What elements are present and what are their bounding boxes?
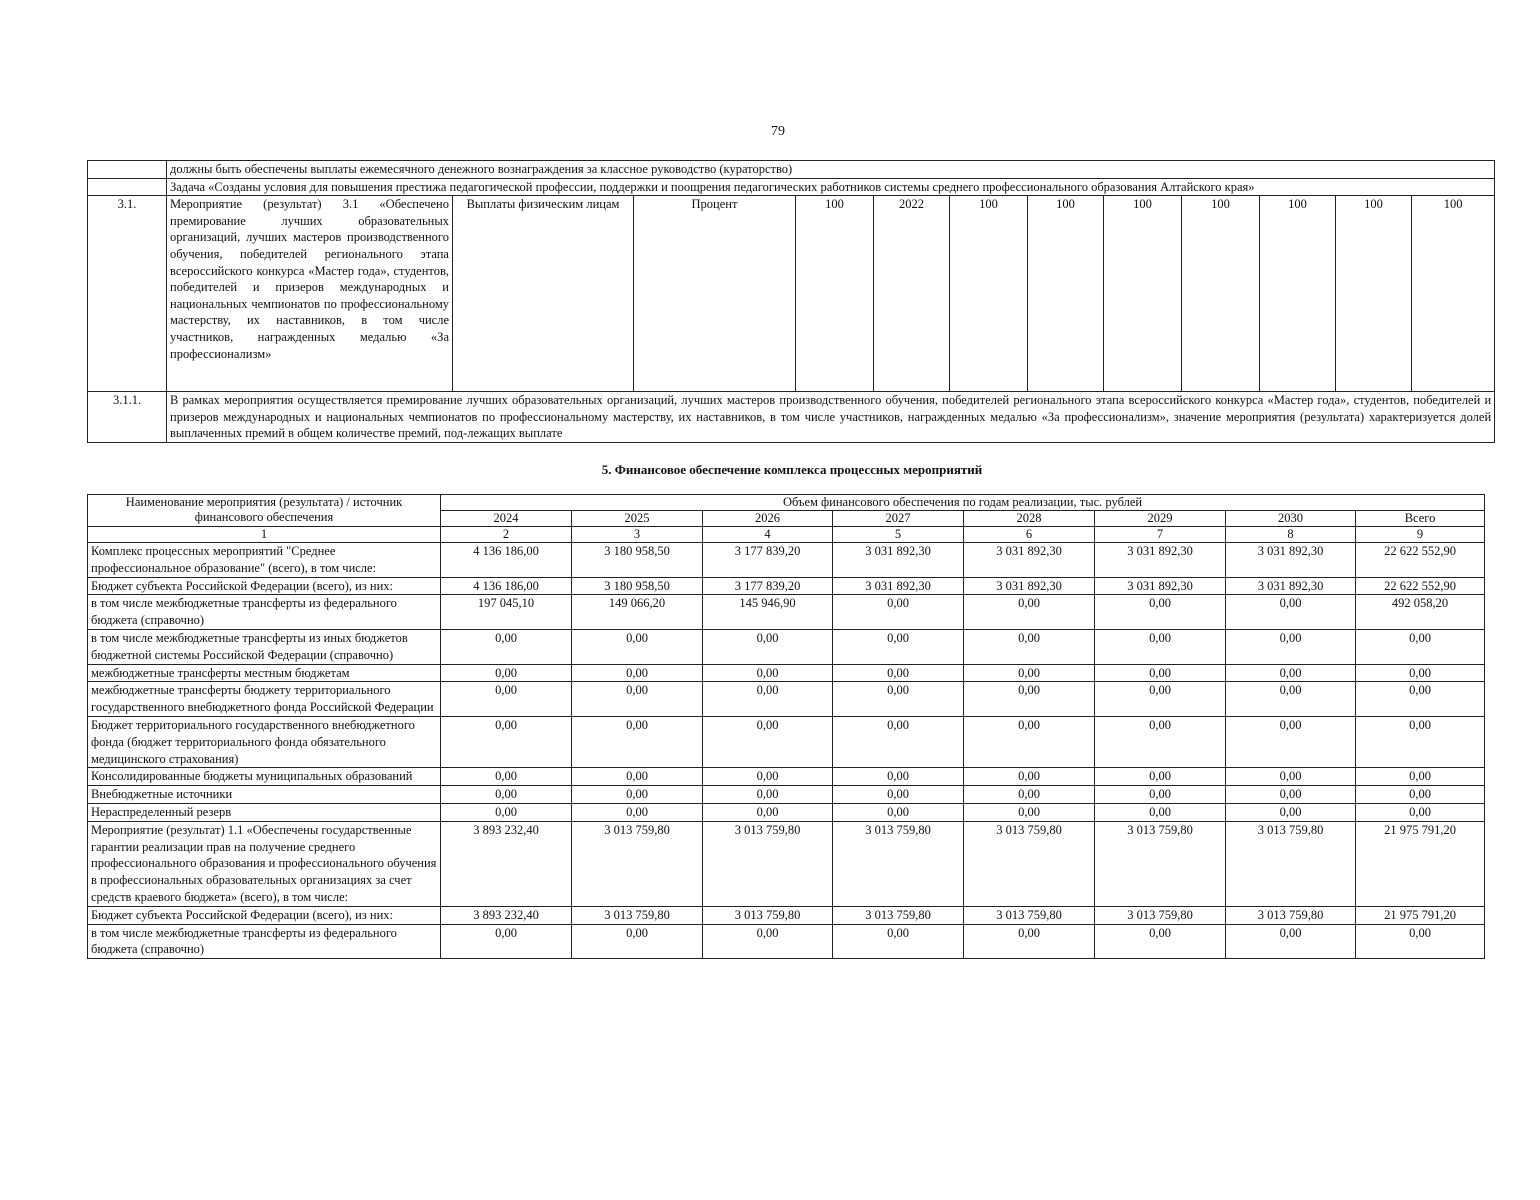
row-value: 0,00	[1095, 803, 1226, 821]
table-cell	[88, 161, 167, 179]
row-value: 0,00	[1095, 924, 1226, 959]
row-value: 0,00	[833, 786, 964, 804]
activity-type: Выплаты физическим лицам	[453, 196, 634, 392]
row-value: 0,00	[1226, 924, 1356, 959]
description-number: 3.1.1.	[88, 392, 167, 443]
row-value: 0,00	[1226, 803, 1356, 821]
row-value: 0,00	[703, 768, 833, 786]
row-value: 0,00	[1095, 768, 1226, 786]
year-header: 2028	[964, 511, 1095, 527]
row-value: 0,00	[1226, 629, 1356, 664]
row-label: в том числе межбюджетные трансферты из федерального бюджета (справочно)	[88, 924, 441, 959]
year-header: 2027	[833, 511, 964, 527]
row-value: 0,00	[1226, 768, 1356, 786]
row-label: Мероприятие (результат) 1.1 «Обеспечены государственные гарантии реализации прав на получение среднего профессионального образования и профессионального обучения в профессиональных образовательных организациях за счет средств краевого бюджета» (всего), в том числе:	[88, 821, 441, 906]
row-value: 3 031 892,30	[1226, 577, 1356, 595]
row-value: 0,00	[441, 786, 572, 804]
row-value: 0,00	[1095, 595, 1226, 630]
table-row	[88, 768, 1485, 786]
row-total: 22 622 552,90	[1356, 543, 1485, 578]
table-row	[88, 577, 1485, 595]
row-label: Комплекс процессных мероприятий "Среднее профессиональное образование" (всего), в том числе:	[88, 543, 441, 578]
row-value: 3 013 759,80	[1226, 906, 1356, 924]
year-header: 2030	[1226, 511, 1356, 527]
row-value: 0,00	[441, 629, 572, 664]
row-value: 0,00	[833, 664, 964, 682]
row-value: 4 136 186,00	[441, 577, 572, 595]
table-row	[88, 392, 1495, 443]
year-header: 2026	[703, 511, 833, 527]
row-label: Консолидированные бюджеты муниципальных образований	[88, 768, 441, 786]
row-value: 0,00	[703, 664, 833, 682]
column-number: 1	[88, 527, 441, 543]
activity-value: 100	[1260, 196, 1336, 392]
row-value: 0,00	[1226, 664, 1356, 682]
row-value: 0,00	[572, 786, 703, 804]
row-value: 3 013 759,80	[703, 906, 833, 924]
row-value: 0,00	[703, 924, 833, 959]
table-row	[88, 682, 1485, 717]
activity-number: 3.1.	[88, 196, 167, 392]
row-total: 0,00	[1356, 803, 1485, 821]
row-total: 0,00	[1356, 716, 1485, 767]
row-value: 3 013 759,80	[964, 821, 1095, 906]
activity-unit: Процент	[634, 196, 796, 392]
year-header: 2024	[441, 511, 572, 527]
row-value: 0,00	[572, 768, 703, 786]
activity-value: 100	[1104, 196, 1182, 392]
row-value: 3 013 759,80	[833, 821, 964, 906]
page-number: 79	[771, 124, 785, 139]
row-label: Нераспределенный резерв	[88, 803, 441, 821]
table-row	[88, 821, 1485, 906]
column-number: 5	[833, 527, 964, 543]
row-value: 0,00	[964, 595, 1095, 630]
activity-value: 100	[1336, 196, 1412, 392]
row-value: 3 031 892,30	[1226, 543, 1356, 578]
activity-base-value: 100	[796, 196, 874, 392]
column-number: 8	[1226, 527, 1356, 543]
row-total: 0,00	[1356, 664, 1485, 682]
financing-table-body	[88, 543, 1485, 959]
table-cell	[88, 178, 167, 196]
table-row	[88, 716, 1485, 767]
row-label: в том числе межбюджетные трансферты из иных бюджетов бюджетной системы Российской Федерации (справочно)	[88, 629, 441, 664]
row-label: Внебюджетные источники	[88, 786, 441, 804]
table-row	[88, 196, 1495, 392]
row-value: 0,00	[1095, 629, 1226, 664]
row-value: 0,00	[703, 629, 833, 664]
row-value: 3 013 759,80	[964, 906, 1095, 924]
table-row	[88, 906, 1485, 924]
row-value: 3 031 892,30	[1095, 543, 1226, 578]
row-value: 0,00	[964, 629, 1095, 664]
row-value: 0,00	[703, 716, 833, 767]
section-title: 5. Финансовое обеспечение комплекса процессных мероприятий	[601, 462, 983, 477]
activity-value: 100	[1182, 196, 1260, 392]
column-number: 2	[441, 527, 572, 543]
row-value: 0,00	[441, 924, 572, 959]
activity-base-year: 2022	[874, 196, 950, 392]
row-label: межбюджетные трансферты бюджету территориального государственного внебюджетного фонда Российской Федерации	[88, 682, 441, 717]
row-total: 492 058,20	[1356, 595, 1485, 630]
row-value: 3 180 958,50	[572, 543, 703, 578]
row-total: 22 622 552,90	[1356, 577, 1485, 595]
row-label: Бюджет субъекта Российской Федерации (всего), из них:	[88, 906, 441, 924]
row-value: 0,00	[703, 803, 833, 821]
row-value: 3 893 232,40	[441, 821, 572, 906]
row-value: 0,00	[833, 768, 964, 786]
row-value: 3 013 759,80	[572, 906, 703, 924]
row-label: Бюджет субъекта Российской Федерации (всего), из них:	[88, 577, 441, 595]
column-number: 7	[1095, 527, 1226, 543]
row-value: 3 177 839,20	[703, 577, 833, 595]
financing-table	[87, 494, 1485, 959]
row-value: 4 136 186,00	[441, 543, 572, 578]
row-value: 0,00	[441, 803, 572, 821]
header-volume: Объем финансового обеспечения по годам реализации, тыс. рублей	[441, 495, 1485, 511]
table-row	[88, 786, 1485, 804]
table-row	[88, 161, 1495, 179]
column-number: 6	[964, 527, 1095, 543]
row-value: 0,00	[833, 682, 964, 717]
row-value: 0,00	[833, 716, 964, 767]
table-row	[88, 664, 1485, 682]
row-value: 0,00	[833, 803, 964, 821]
row-value: 0,00	[1226, 786, 1356, 804]
row-value: 3 180 958,50	[572, 577, 703, 595]
row-value: 0,00	[703, 682, 833, 717]
row-value: 3 031 892,30	[964, 577, 1095, 595]
row-value: 3 177 839,20	[703, 543, 833, 578]
row-value: 0,00	[1226, 682, 1356, 717]
row-value: 3 013 759,80	[1095, 906, 1226, 924]
row-value: 3 031 892,30	[1095, 577, 1226, 595]
table-row	[88, 595, 1485, 630]
row-value: 0,00	[964, 803, 1095, 821]
row-value: 0,00	[833, 595, 964, 630]
row-value: 0,00	[1095, 682, 1226, 717]
row-value: 0,00	[833, 629, 964, 664]
row-value: 0,00	[1226, 716, 1356, 767]
row-value: 3 893 232,40	[441, 906, 572, 924]
row-total: 0,00	[1356, 768, 1485, 786]
row-value: 0,00	[441, 682, 572, 717]
row-value: 145 946,90	[703, 595, 833, 630]
row-total: 0,00	[1356, 924, 1485, 959]
column-number-row	[88, 527, 1485, 543]
activity-value: 100	[950, 196, 1028, 392]
row-value: 0,00	[833, 924, 964, 959]
column-number: 4	[703, 527, 833, 543]
row-value: 0,00	[572, 664, 703, 682]
row-value: 0,00	[1095, 664, 1226, 682]
year-header: 2029	[1095, 511, 1226, 527]
row-value: 0,00	[964, 682, 1095, 717]
row-value: 3 031 892,30	[833, 577, 964, 595]
row-value: 3 013 759,80	[833, 906, 964, 924]
row-value: 0,00	[1226, 595, 1356, 630]
row-value: 0,00	[964, 664, 1095, 682]
row-value: 0,00	[1095, 716, 1226, 767]
table-row	[88, 629, 1485, 664]
row-value: 3 013 759,80	[1226, 821, 1356, 906]
table-row	[88, 178, 1495, 196]
row-value: 0,00	[441, 664, 572, 682]
row-label: Бюджет территориального государственного внебюджетного фонда (бюджет территориального фонда обязательного медицинского страхования)	[88, 716, 441, 767]
row-value: 0,00	[572, 803, 703, 821]
row-value: 0,00	[703, 786, 833, 804]
row-value: 3 031 892,30	[833, 543, 964, 578]
row-total: 0,00	[1356, 786, 1485, 804]
row-value: 0,00	[572, 716, 703, 767]
row-value: 0,00	[441, 768, 572, 786]
row-value: 0,00	[964, 924, 1095, 959]
row-total: 21 975 791,20	[1356, 821, 1485, 906]
row-value: 3 013 759,80	[572, 821, 703, 906]
row-value: 197 045,10	[441, 595, 572, 630]
table-header-row	[88, 495, 1485, 511]
activity-value: 100	[1412, 196, 1495, 392]
column-number: 3	[572, 527, 703, 543]
row-value: 0,00	[572, 924, 703, 959]
row-total: 0,00	[1356, 629, 1485, 664]
header-name: Наименование мероприятия (результата) / источник финансового обеспечения	[88, 495, 441, 527]
table-row	[88, 924, 1485, 959]
row-value: 0,00	[964, 768, 1095, 786]
row-label: межбюджетные трансферты местным бюджетам	[88, 664, 441, 682]
row-value: 3 013 759,80	[1095, 821, 1226, 906]
row-value: 3 031 892,30	[964, 543, 1095, 578]
description-text: В рамках мероприятия осуществляется премирование лучших образовательных организаций, лучших мастеров производственного обучения, победителей регионального этапа всероссийского конкурса «Мастер года», студентов, победителей и призеров международных и национальных чемпионатов по профессиональному мастерству, их наставников, в том числе участников, награжденных медалью «За профессионализм», значение мероприятия (результата) характеризуется долей выплаченных премий в общем количестве премий, под-лежащих выплате	[167, 392, 1495, 443]
row-value: 0,00	[572, 682, 703, 717]
table-row	[88, 803, 1485, 821]
row-value: 149 066,20	[572, 595, 703, 630]
task-row-text: Задача «Созданы условия для повышения престижа педагогической профессии, поддержки и поощрения педагогических работников системы среднего профессионального образования Алтайского края»	[167, 178, 1495, 196]
activity-name: Мероприятие (результат) 3.1 «Обеспечено премирование лучших образовательных организаций, лучших мастеров производственного обучения, победителей регионального этапа всероссийского конкурса «Мастер года», студентов, победителей и призеров международных и национальных чемпионатов по профессиональному мастерству, их наставников, в том числе участников, награжденных медалью «За профессионализм»	[167, 196, 453, 392]
row-value: 0,00	[1095, 786, 1226, 804]
row-value: 0,00	[964, 786, 1095, 804]
payments-row-text: должны быть обеспечены выплаты ежемесячного денежного вознаграждения за классное руководство (кураторство)	[167, 161, 1495, 179]
table-row	[88, 543, 1485, 578]
activity-value: 100	[1028, 196, 1104, 392]
row-value: 3 013 759,80	[703, 821, 833, 906]
total-header: Всего	[1356, 511, 1485, 527]
row-value: 0,00	[441, 716, 572, 767]
activities-table	[87, 160, 1495, 443]
row-value: 0,00	[964, 716, 1095, 767]
row-total: 0,00	[1356, 682, 1485, 717]
column-number: 9	[1356, 527, 1485, 543]
row-label: в том числе межбюджетные трансферты из федерального бюджета (справочно)	[88, 595, 441, 630]
row-total: 21 975 791,20	[1356, 906, 1485, 924]
row-value: 0,00	[572, 629, 703, 664]
year-header: 2025	[572, 511, 703, 527]
